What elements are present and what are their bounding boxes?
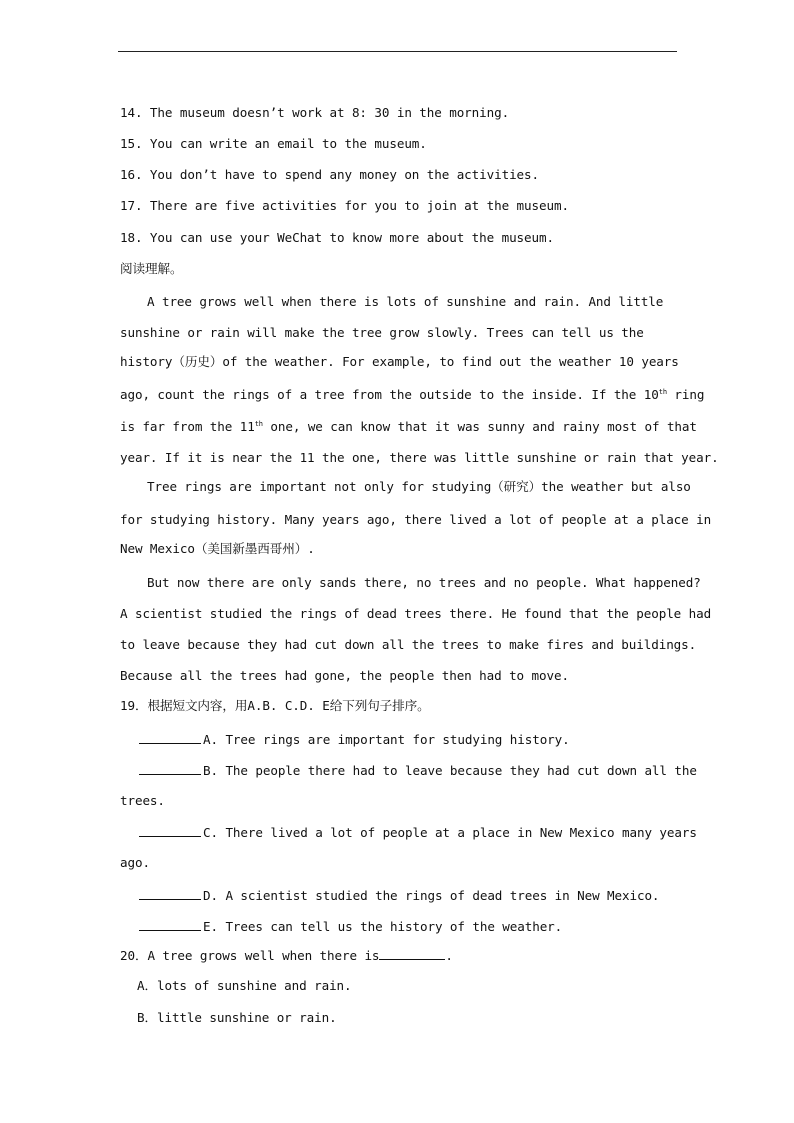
q19-item-a [139,730,570,749]
statement-17: 17. There are five activities for you to join at the museum. [120,198,569,213]
passage-p3-line1: But now there are only sands there, no trees and no people. What happened? [147,575,701,590]
passage-p3-line3: to leave because they had cut down all the trees to make fires and buildings. [120,637,697,652]
superscript-th: th [254,419,263,428]
section-heading: 阅读理解。 [120,261,183,276]
q19-prompt: 19．根据短文内容，用A.B. C.D. E给下列句子排序。 [120,698,430,713]
q19-item-text: D. A scientist studied the rings of dead trees in New Mexico. [203,888,660,903]
passage-p1-line4 [120,386,704,404]
q20-option-b[interactable]: B．little sunshine or rain. [137,1010,337,1025]
q19-item-text: E. Trees can tell us the history of the weather. [203,919,563,934]
answer-blank[interactable] [379,946,445,960]
passage-p1-line2: sunshine or rain will make the tree grow slowly. Trees can tell us the [120,325,644,340]
q19-item-text: B. The people there had to leave because they had cut down all the [203,763,697,778]
passage-p2-line3: New Mexico（美国新墨西哥州）. [120,541,315,556]
q20-prompt [120,946,453,965]
passage-p3-line4: Because all the trees had gone, the people then had to move. [120,668,569,683]
q19-item-c-cont: ago. [120,855,150,870]
answer-blank[interactable] [139,886,201,900]
q19-item-b-cont: trees. [120,793,165,808]
passage-p3-line2: A scientist studied the rings of dead trees there. He found that the people had [120,606,712,621]
passage-p2-line2: for studying history. Many years ago, there lived a lot of people at a place in [120,512,712,527]
passage-p2-line1: Tree rings are important not only for studying（研究）the weather but also [147,479,691,494]
q20-prompt-end: . [445,948,453,963]
answer-blank[interactable] [139,761,201,775]
answer-blank[interactable] [139,730,201,744]
statement-15: 15. You can write an email to the museum. [120,136,427,151]
passage-text: one, we can know that it was sunny and rainy most of that [262,419,697,434]
statement-16: 16. You don’t have to spend any money on the activities. [120,167,539,182]
q19-item-e [139,917,562,936]
passage-text: ring [666,387,705,402]
q20-option-a[interactable]: A．lots of sunshine and rain. [137,978,352,993]
q19-item-b [139,761,697,780]
passage-p1-line5 [120,418,697,436]
q19-item-d [139,886,659,905]
passage-p1-line1: A tree grows well when there is lots of sunshine and rain. And little [147,294,664,309]
passage-text: is far from the 11 [120,419,255,434]
passage-p1-line3: history（历史）of the weather. For example, to find out the weather 10 years [120,354,679,369]
passage-text: ago, count the rings of a tree from the outside to the inside. If the 10 [120,387,659,402]
statement-18: 18. You can use your WeChat to know more about the museum. [120,230,554,245]
q19-item-text: A. Tree rings are important for studying history. [203,732,570,747]
passage-p1-line6: year. If it is near the 11 the one, there was little sunshine or rain that year. [120,450,719,465]
q19-item-text: C. There lived a lot of people at a place in New Mexico many years [203,825,697,840]
superscript-th: th [658,387,667,396]
answer-blank[interactable] [139,823,201,837]
statement-14: 14. The museum doesn’t work at 8: 30 in the morning. [120,105,510,120]
header-rule [118,51,677,52]
q19-item-c [139,823,697,842]
q20-prompt-text: 20．A tree grows well when there is [120,948,380,963]
answer-blank[interactable] [139,917,201,931]
